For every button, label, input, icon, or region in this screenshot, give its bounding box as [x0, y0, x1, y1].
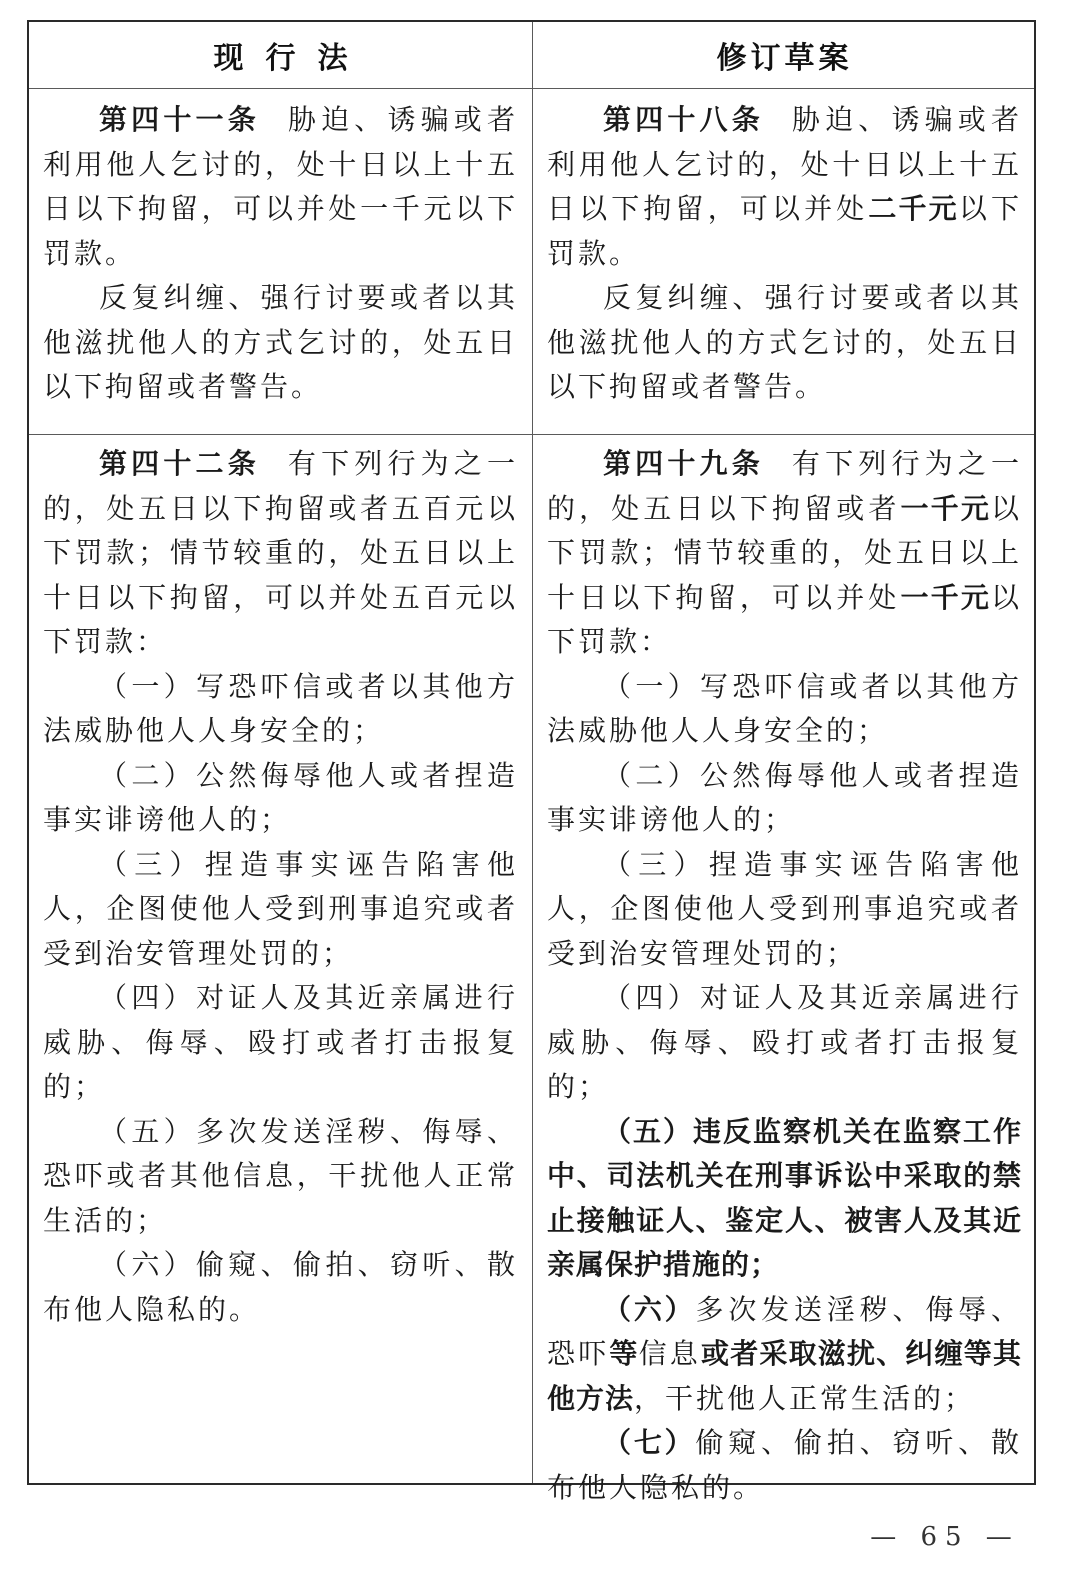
header-divider [29, 88, 1034, 89]
list-item: （三）捏造事实诬告陷害他人，企图使他人受到刑事追究或者受到治安管理处罚的； [43, 847, 518, 970]
list-item [547, 1110, 1022, 1288]
article-title: 第四十二条 [99, 447, 260, 480]
list-item: （一）写恐吓信或者以其他方法威胁他人人身安全的； [547, 669, 1022, 747]
paragraph: 第四十二条 有下列行为之一的，处五日以下拘留或者五百元以下罚款；情节较重的，处五日以上十日以下拘留，可以并处五百元以下罚款： [43, 447, 518, 658]
header-current-law: 现行法 [213, 41, 370, 76]
paragraph: 反复纠缠、强行讨要或者以其他滋扰他人的方式乞讨的，处五日以下拘留或者警告。 [547, 281, 1022, 403]
list-item: （三）捏造事实诬告陷害他人，企图使他人受到刑事追究或者受到治安管理处罚的； [547, 847, 1022, 970]
article-title: 第四十一条 [99, 103, 260, 136]
amended-text: 一千元 [900, 580, 991, 614]
paragraph: 第四十九条 有下列行为之一的，处五日以下拘留或者一千元以下罚款；情节较重的，处五日以上十日以下拘留，可以并处一千元以下罚款： [547, 447, 1022, 658]
article-title: 第四十八条 [603, 103, 764, 136]
list-item: （一）写恐吓信或者以其他方法威胁他人人身安全的； [43, 669, 518, 747]
row-divider [29, 434, 1034, 435]
cell-current-article-42 [29, 442, 532, 1332]
paragraph: 第四十一条 胁迫、诱骗或者利用他人乞讨的，处十日以上十五日以下拘留，可以并处一千元以下罚款。 [43, 103, 518, 270]
cell-draft-article-48 [533, 98, 1036, 410]
paragraph: 反复纠缠、强行讨要或者以其他滋扰他人的方式乞讨的，处五日以下拘留或者警告。 [43, 281, 518, 403]
amended-text: （七） [603, 1426, 696, 1459]
list-item: （二）公然侮辱他人或者捏造事实诽谤他人的； [43, 758, 518, 836]
cell-current-article-41 [29, 98, 532, 410]
list-item: （七）偷窥、偷拍、窃听、散布他人隐私的。 [547, 1426, 1022, 1504]
list-item: （四）对证人及其近亲属进行威胁、侮辱、殴打或者打击报复的； [547, 981, 1022, 1103]
amended-text: 或者采取滋扰、纠缠等其他方法 [547, 1337, 1022, 1415]
list-item: （二）公然侮辱他人或者捏造事实诽谤他人的； [547, 758, 1022, 836]
page-number: — 65 — [870, 1522, 1020, 1552]
amended-text: 二千元 [868, 192, 959, 225]
amended-text: （六） [603, 1292, 696, 1326]
paragraph: 第四十八条 胁迫、诱骗或者利用他人乞讨的，处十日以上十五日以下拘留，可以并处二千元以下罚款。 [547, 103, 1022, 270]
amended-text: 等 [609, 1337, 639, 1370]
header-revision-draft: 修订草案 [716, 41, 853, 76]
article-title: 第四十九条 [603, 447, 764, 480]
amended-text: （五）违反监察机关在监察工作中、司法机关在刑事诉讼中采取的禁止接触证人、鉴定人、被害人及其近亲属保护措施的； [547, 1114, 1022, 1281]
amended-text: 一千元 [900, 491, 991, 525]
comparison-table [27, 20, 1036, 1504]
list-item: （六）偷窥、偷拍、窃听、散布他人隐私的。 [43, 1248, 518, 1326]
cell-draft-article-49 [533, 442, 1036, 1510]
list-item: （五）多次发送淫秽、侮辱、恐吓或者其他信息，干扰他人正常生活的； [43, 1114, 518, 1237]
list-item: （六）多次发送淫秽、侮辱、恐吓等信息或者采取滋扰、纠缠等其他方法，干扰他人正常生活的； [547, 1292, 1022, 1415]
list-item: （四）对证人及其近亲属进行威胁、侮辱、殴打或者打击报复的； [43, 981, 518, 1103]
